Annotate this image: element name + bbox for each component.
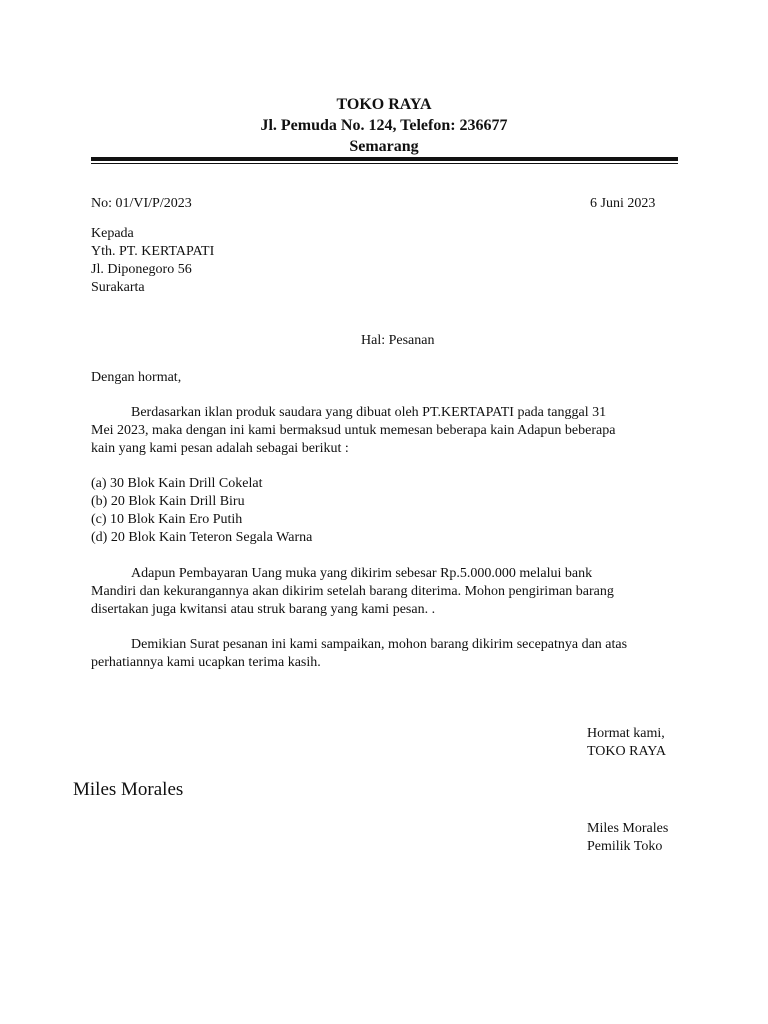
letter-date: 6 Juni 2023 [590,196,656,211]
paragraph-closing [91,636,666,672]
signer-name: Miles Morales [587,821,669,836]
recipient-line: Kepada [91,226,134,241]
letterhead-thin-rule [91,163,678,164]
paragraph-line: kain yang kami pesan adalah sebagai berikut : [91,441,349,456]
recipient-line: Jl. Diponegoro 56 [91,262,192,277]
paragraph-line: Demikian Surat pesanan ini kami sampaikan, mohon barang dikirim secepatnya dan atas [131,637,628,652]
closing-block [587,725,666,761]
paragraph-line: Mandiri dan kekurangannya akan dikirim setelah barang diterima. Mohon pengiriman barang [91,584,614,599]
company-city: Semarang [349,138,419,155]
company-name: TOKO RAYA [336,96,432,113]
recipient-line: Yth. PT. KERTAPATI [91,244,215,259]
paragraph-line: disertakan juga kwitansi atau struk barang yang kami pesan. . [91,602,436,617]
paragraph-payment [91,565,666,619]
letter-number: No: 01/VI/P/2023 [91,196,192,211]
signer-title: Pemilik Toko [587,839,663,854]
order-item: (b) 20 Blok Kain Drill Biru [91,494,245,509]
paragraph-line: Mei 2023, maka dengan ini kami bermaksud untuk memesan beberapa kain Adapun beberapa [91,423,616,438]
signer-block [587,820,668,856]
order-list [91,475,312,547]
company-address: Jl. Pemuda No. 124, Telefon: 236677 [260,117,508,134]
recipient-block [91,225,214,297]
letter-subject: Hal: Pesanan [361,333,435,348]
closing-salutation: Hormat kami, [587,726,665,741]
order-item: (a) 30 Blok Kain Drill Cokelat [91,476,263,491]
signature: Miles Morales [73,779,184,800]
closing-company: TOKO RAYA [587,744,666,759]
letterhead-thick-rule [91,157,678,161]
paragraph-line: Berdasarkan iklan produk saudara yang dibuat oleh PT.KERTAPATI pada tanggal 31 [131,405,607,420]
recipient-line: Surakarta [91,280,145,295]
order-item: (d) 20 Blok Kain Teteron Segala Warna [91,530,313,545]
paragraph-line: perhatiannya kami ucapkan terima kasih. [91,655,321,670]
order-item: (c) 10 Blok Kain Ero Putih [91,512,243,527]
greeting: Dengan hormat, [91,370,182,385]
paragraph-line: Adapun Pembayaran Uang muka yang dikirim sebesar Rp.5.000.000 melalui bank [131,566,593,581]
paragraph-intro [91,404,666,458]
